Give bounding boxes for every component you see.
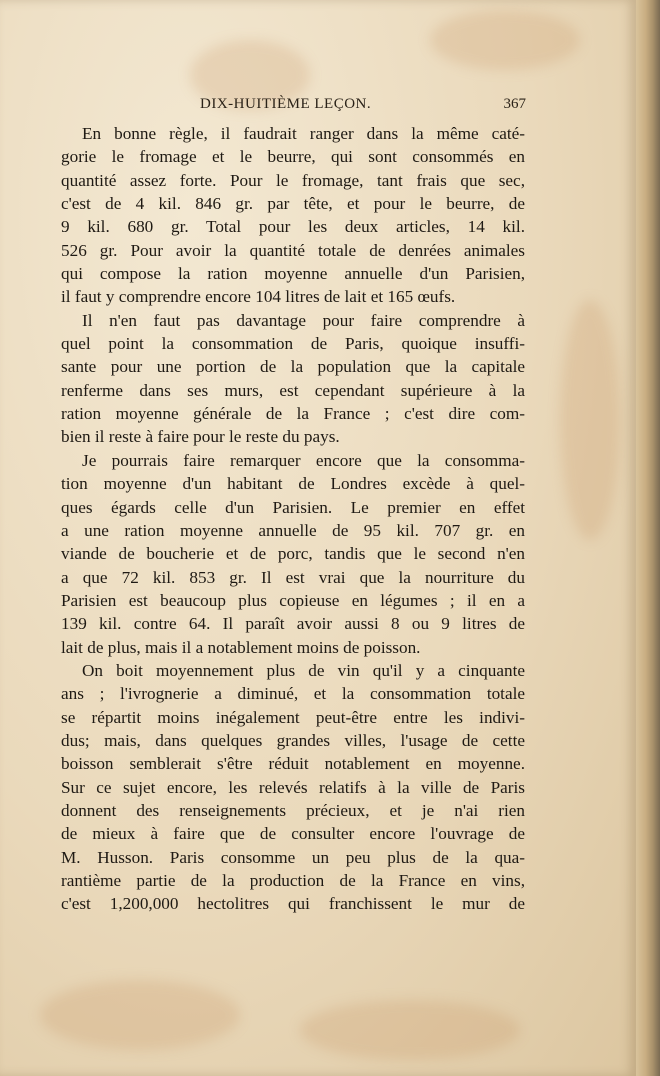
text-line: ques égards celle d'un Parisien. Le premier en effet	[61, 497, 525, 517]
text-line: ration moyenne générale de la France ; c'est dire com-	[61, 404, 525, 424]
text-line: il faut y comprendre encore 104 litres de lait et 165 œufs.	[61, 287, 456, 307]
text-line: bien il reste à faire pour le reste du pays.	[61, 427, 340, 447]
foxing-stain	[430, 10, 580, 70]
text-line: boisson semblerait s'être réduit notablement en moyenne.	[61, 754, 525, 774]
text-line: quel point la consommation de Paris, quoique insuffi-	[61, 334, 525, 354]
text-line: Je pourrais faire remarquer encore que la consomma-	[82, 450, 525, 470]
text-line: quantité assez forte. Pour le fromage, tant frais que sec,	[61, 170, 525, 190]
text-line: ans ; l'ivrognerie a diminué, et la consommation totale	[61, 684, 525, 704]
text-line: En bonne règle, il faudrait ranger dans la même caté-	[82, 124, 525, 143]
text-line: de mieux à faire que de consulter encore l'ouvrage de	[61, 824, 525, 844]
text-line: a une ration moyenne annuelle de 95 kil. 707 gr. en	[61, 520, 525, 540]
foxing-stain	[40, 980, 240, 1050]
text-line: 9 kil. 680 gr. Total pour les deux articles, 14 kil.	[61, 217, 525, 237]
page-header	[80, 96, 526, 118]
body-text	[61, 122, 525, 916]
running-title: DIX-HUITIÈME LEÇON.	[200, 96, 372, 112]
text-line: sante pour une portion de la population que la capitale	[61, 357, 525, 377]
text-line: qui compose la ration moyenne annuelle d'un Parisien,	[61, 264, 525, 284]
text-line: On boit moyennement plus de vin qu'il y a cinquante	[82, 660, 525, 680]
text-line: 139 kil. contre 64. Il paraît avoir aussi 8 ou 9 litres de	[61, 614, 525, 634]
text-line: se répartit moins inégalement peut-être entre les indivi-	[61, 707, 525, 727]
foxing-stain	[560, 300, 620, 540]
text-line: Il n'en faut pas davantage pour faire comprendre à	[82, 310, 525, 330]
text-line: renferme dans ses murs, est cependant supérieure à la	[61, 380, 525, 400]
foxing-stain	[300, 1000, 520, 1060]
page-edge	[636, 0, 660, 1076]
text-line: M. Husson. Paris consomme un peu plus de la qua-	[61, 847, 525, 867]
text-line: c'est de 4 kil. 846 gr. par tête, et pour le beurre, de	[61, 194, 525, 214]
text-line: donnent des renseignements précieux, et je n'ai rien	[61, 800, 525, 820]
text-line: Sur ce sujet encore, les relevés relatifs à la ville de Paris	[61, 777, 525, 797]
text-line: 526 gr. Pour avoir la quantité totale de denrées animales	[61, 240, 525, 260]
text-line: a que 72 kil. 853 gr. Il est vrai que la nourriture du	[61, 567, 525, 587]
page-number: 367	[503, 96, 526, 112]
text-line: lait de plus, mais il a notablement moins de poisson.	[61, 637, 421, 657]
text-line: Parisien est beaucoup plus copieuse en légumes ; il en a	[61, 590, 525, 610]
text-line: tion moyenne d'un habitant de Londres excède à quel-	[61, 474, 525, 494]
text-line: viande de boucherie et de porc, tandis que le second n'en	[61, 544, 525, 564]
text-line: dus; mais, dans quelques grandes villes, l'usage de cette	[61, 730, 525, 750]
text-line: gorie le fromage et le beurre, qui sont consommés en	[61, 147, 525, 167]
text-line: c'est 1,200,000 hectolitres qui franchissent le mur de	[61, 894, 525, 914]
text-line: rantième partie de la production de la France en vins,	[61, 871, 525, 890]
